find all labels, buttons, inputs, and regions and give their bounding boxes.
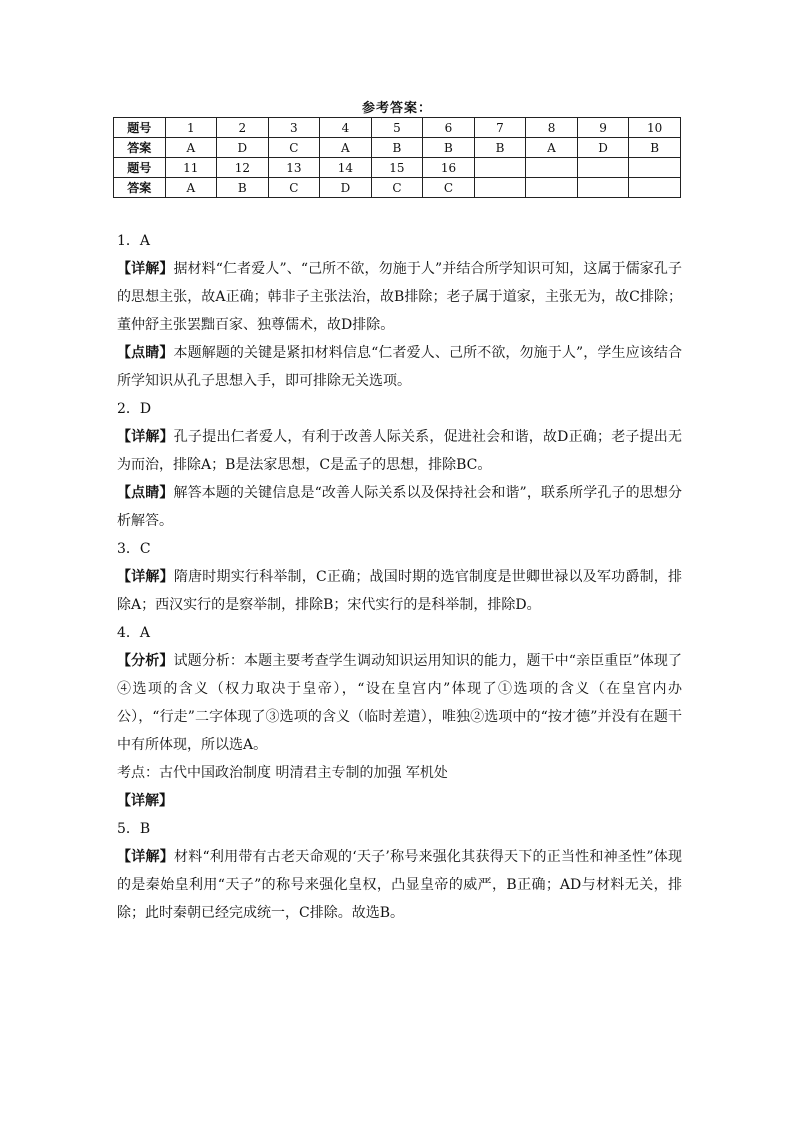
question-number: 5．B [117,821,151,837]
table-cell [577,158,629,178]
table-cell: A [165,138,217,158]
explanation-paragraph [117,255,682,339]
explanation-paragraph [117,759,682,787]
table-cell: 6 [423,118,475,138]
row-label-number: 题号 [114,158,166,178]
table-cell [526,158,578,178]
table-cell [474,158,526,178]
table-cell: 11 [165,158,217,178]
table-cell: A [526,138,578,158]
explanation-paragraph [117,423,682,479]
answer-key-title: 参考答案： [361,101,432,116]
table-cell: 10 [629,118,681,138]
table-cell: 8 [526,118,578,138]
section-tag: 【详解】 [117,849,174,865]
paragraph-text: 本题解题的关键是紧扣材料信息“仁者爱人、己所不欲，勿施于人”，学生应该结合所学知识从孔子思想入手，即可排除无关选项。 [117,345,682,389]
row-label-number: 题号 [114,118,166,138]
table-cell: 15 [371,158,423,178]
explanation-paragraph [117,479,682,535]
explanation-paragraph [117,843,682,927]
table-cell: D [320,178,372,198]
section-tag: 【点睛】 [117,345,174,361]
table-cell: C [371,178,423,198]
table-row-numbers-1 [114,118,681,138]
paragraph-text: 隋唐时期实行科举制，C正确；战国时期的选官制度是世卿世禄以及军功爵制，排除A；西汉实行的是察举制，排除B；宋代实行的是科举制，排除D。 [117,569,683,613]
table-cell: A [165,178,217,198]
section-tag: 【分析】 [117,653,174,669]
section-tag: 【点睛】 [117,485,174,501]
table-cell: B [371,138,423,158]
table-cell [629,178,681,198]
paragraph-text: 解答本题的关键信息是“改善人际关系以及保持社会和谐”，联系所学孔子的思想分析解答。 [117,485,682,529]
table-cell: 3 [268,118,320,138]
paragraph-text: 据材料“仁者爱人”、“己所不欲，勿施于人”并结合所学知识可知，这属于儒家孔子的思想主张，故A正确；韩非子主张法治，故B排除；老子属于道家，主张无为，故C排除；董仲舒主张罢黜百家、独尊儒术，故D排除。 [117,261,682,333]
question-number: 1．A [117,233,151,249]
explanation-paragraph [117,339,682,395]
paragraph-text: 孔子提出仁者爱人，有利于改善人际关系，促进社会和谐，故D正确；老子提出无为而治，排除A；B是法家思想，C是孟子的思想，排除BC。 [117,429,682,473]
table-cell: B [217,178,269,198]
table-row-numbers-2 [114,158,681,178]
table-cell: 16 [423,158,475,178]
section-tag: 【详解】 [117,569,174,585]
section-tag: 【详解】 [117,261,174,277]
table-cell: B [474,138,526,158]
table-cell: D [217,138,269,158]
table-row-answers-2 [114,178,681,198]
table-cell: 9 [577,118,629,138]
question-number: 4．A [117,625,151,641]
table-cell [474,178,526,198]
explanation-paragraph [117,563,682,619]
table-cell [577,178,629,198]
question-number: 2．D [117,401,152,417]
section-tag: 【详解】 [117,793,173,809]
paragraph-text: 考点：古代中国政治制度 明清君主专制的加强 军机处 [117,765,448,781]
table-cell: D [577,138,629,158]
table-cell: 12 [217,158,269,178]
table-cell [629,158,681,178]
table-cell: 2 [217,118,269,138]
table-cell: 1 [165,118,217,138]
table-cell: C [268,138,320,158]
table-cell: 7 [474,118,526,138]
table-cell: 13 [268,158,320,178]
paragraph-text: 试题分析：本题主要考查学生调动知识运用知识的能力，题干中“亲臣重臣”体现了④选项的含义（权力取决于皇帝），“设在皇宫内”体现了①选项的含义（在皇宫内办公），“行走”二字体现了③选项的含义（临时差遣），唯独②选项中的“按才德”并没有在题干中有所体现，所以选A。 [117,653,682,753]
table-row-answers-1 [114,138,681,158]
paragraph-text: 材料“利用带有古老天命观的‘天子’称号来强化其获得天下的正当性和神圣性”体现的是秦始皇利用“天子”的称号来强化皇权，凸显皇帝的威严，B正确；AD与材料无关，排除；此时秦朝已经完成统一，C排除。故选B。 [117,849,683,921]
table-cell [526,178,578,198]
question-number: 3．C [117,541,151,557]
table-cell: C [423,178,475,198]
table-cell: 14 [320,158,372,178]
table-cell: 4 [320,118,372,138]
answer-table [113,117,681,198]
table-cell: B [629,138,681,158]
explanation-paragraph [117,647,682,759]
explanation-paragraph [117,787,682,815]
table-cell: B [423,138,475,158]
table-cell: 5 [371,118,423,138]
row-label-answer: 答案 [114,138,166,158]
explanations [117,227,682,927]
table-cell: A [320,138,372,158]
section-tag: 【详解】 [117,429,174,445]
table-cell: C [268,178,320,198]
row-label-answer: 答案 [114,178,166,198]
